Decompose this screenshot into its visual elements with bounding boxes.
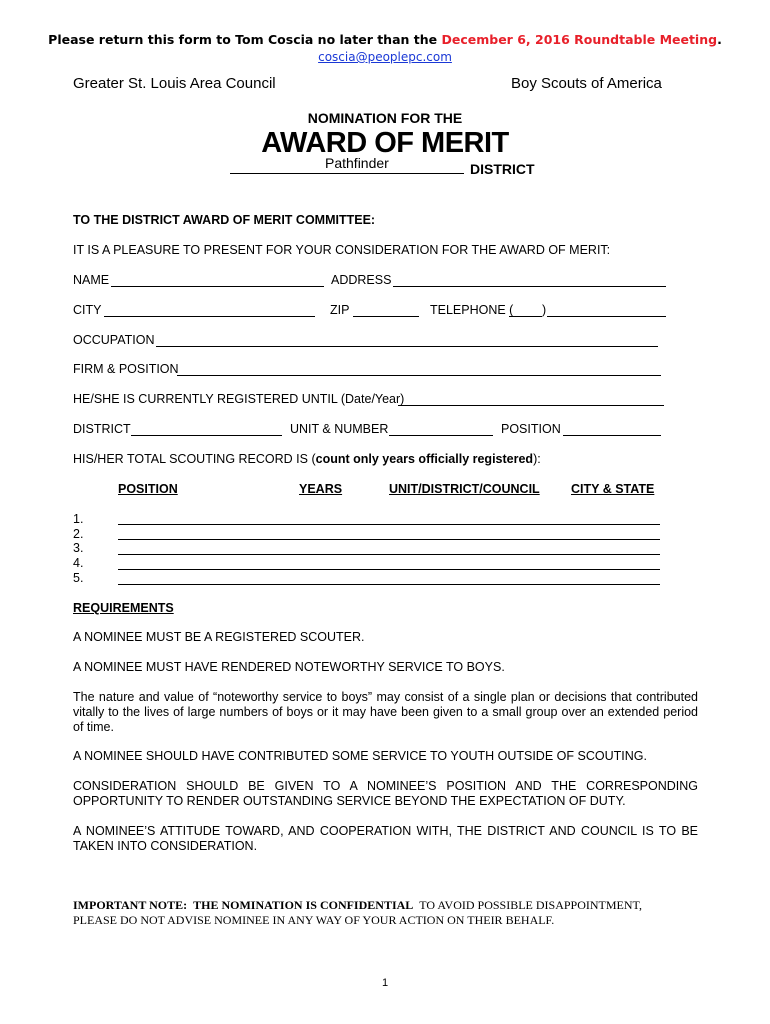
notice-suffix: .: [717, 32, 722, 47]
name-field[interactable]: [111, 286, 324, 287]
record-prefix: HIS/HER TOTAL SCOUTING RECORD IS (: [73, 452, 316, 466]
requirement-registered: A NOMINEE MUST BE A REGISTERED SCOUTER.: [73, 630, 365, 644]
important-label: IMPORTANT NOTE:: [73, 898, 188, 912]
registered-until-label: HE/SHE IS CURRENTLY REGISTERED UNTIL (Date/Year): [73, 392, 405, 406]
position-field[interactable]: [563, 435, 661, 436]
district-field[interactable]: [131, 435, 282, 436]
zip-label: ZIP: [330, 303, 350, 317]
important-note-line2: PLEASE DO NOT ADVISE NOMINEE IN ANY WAY OF YOUR ACTION ON THEIR BEHALF.: [73, 913, 555, 927]
district-underline: [230, 172, 464, 174]
attitude-line: TAKEN INTO CONSIDERATION.: [73, 839, 258, 853]
zip-field[interactable]: [353, 316, 419, 317]
record-row-field[interactable]: [118, 584, 660, 585]
telephone-field[interactable]: [547, 316, 666, 317]
district-label: DISTRICT: [470, 161, 535, 177]
address-label: ADDRESS: [331, 273, 392, 287]
city-field[interactable]: [104, 316, 315, 317]
nomination-heading: NOMINATION FOR THE: [307, 110, 463, 126]
record-row-number: 3.: [73, 541, 84, 555]
important-note-line: [73, 898, 642, 913]
requirements-heading: REQUIREMENTS: [73, 601, 174, 615]
return-notice: [0, 32, 770, 47]
firm-position-field[interactable]: [177, 375, 661, 376]
email-link[interactable]: coscia@peoplepc.com: [318, 50, 452, 64]
column-header-unit: UNIT/DISTRICT/COUNCIL: [389, 482, 540, 496]
organization-name: Boy Scouts of America: [511, 75, 662, 92]
occupation-field[interactable]: [156, 346, 658, 347]
noteworthy-explanation-line: of time.: [73, 720, 114, 734]
record-row-number: 1.: [73, 512, 84, 526]
area-code-field[interactable]: [509, 316, 542, 317]
column-header-city-state: CITY & STATE: [571, 482, 655, 496]
requirement-outside-service: A NOMINEE SHOULD HAVE CONTRIBUTED SOME SERVICE TO YOUTH OUTSIDE OF SCOUTING.: [73, 749, 647, 763]
record-bold: count only years officially registered: [315, 452, 534, 466]
noteworthy-explanation-line: vitally to the lives of large numbers of boys or it may have been given to a small group over an extended period: [73, 705, 698, 719]
notice-deadline: December 6, 2016 Roundtable Meeting: [441, 32, 718, 47]
unit-number-field[interactable]: [389, 435, 493, 436]
district-field-label: DISTRICT: [73, 422, 131, 436]
city-label: CITY: [73, 303, 102, 317]
pleasure-statement: IT IS A PLEASURE TO PRESENT FOR YOUR CONSIDERATION FOR THE AWARD OF MERIT:: [73, 243, 611, 257]
record-row-field[interactable]: [118, 569, 660, 570]
scouting-record-label: [73, 452, 541, 466]
record-suffix: ):: [533, 452, 541, 466]
important-rest: TO AVOID POSSIBLE DISAPPOINTMENT,: [419, 898, 642, 912]
consideration-line: CONSIDERATION SHOULD BE GIVEN TO A NOMINEE’S POSITION AND THE CORRESPONDING: [73, 779, 698, 793]
record-row-number: 2.: [73, 527, 84, 541]
requirement-noteworthy: A NOMINEE MUST HAVE RENDERED NOTEWORTHY SERVICE TO BOYS.: [73, 660, 505, 674]
name-label: NAME: [73, 273, 110, 287]
consideration-line: OPPORTUNITY TO RENDER OUTSTANDING SERVICE BEYOND THE EXPECTATION OF DUTY.: [73, 794, 626, 808]
record-row-number: 4.: [73, 556, 84, 570]
confidential-text: THE NOMINATION IS CONFIDENTIAL: [193, 898, 414, 912]
council-name: Greater St. Louis Area Council: [73, 75, 276, 92]
occupation-label: OCCUPATION: [73, 333, 155, 347]
registered-until-field[interactable]: [398, 405, 664, 406]
address-field[interactable]: [393, 286, 666, 287]
telephone-close: ): [542, 303, 547, 317]
record-row-field[interactable]: [118, 554, 660, 555]
record-row-field[interactable]: [118, 524, 660, 525]
attitude-line: A NOMINEE’S ATTITUDE TOWARD, AND COOPERATION WITH, THE DISTRICT AND COUNCIL IS TO BE: [73, 824, 698, 838]
column-header-position: POSITION: [118, 482, 178, 496]
unit-number-label: UNIT & NUMBER: [290, 422, 389, 436]
firm-position-label: FIRM & POSITION: [73, 362, 179, 376]
telephone-label: TELEPHONE (: [430, 303, 514, 317]
noteworthy-explanation-line: The nature and value of “noteworthy service to boys” may consist of a single plan or decisions that contributed: [73, 690, 698, 704]
record-row-field[interactable]: [118, 539, 660, 540]
record-row-number: 5.: [73, 571, 84, 585]
notice-prefix: Please return this form to Tom Coscia no later than the: [48, 32, 442, 47]
award-title: AWARD OF MERIT: [261, 127, 509, 159]
position-label: POSITION: [501, 422, 561, 436]
district-value: Pathfinder: [325, 155, 389, 171]
column-header-years: YEARS: [299, 482, 343, 496]
committee-heading: TO THE DISTRICT AWARD OF MERIT COMMITTEE:: [73, 213, 376, 227]
page-number: 1: [381, 977, 389, 989]
